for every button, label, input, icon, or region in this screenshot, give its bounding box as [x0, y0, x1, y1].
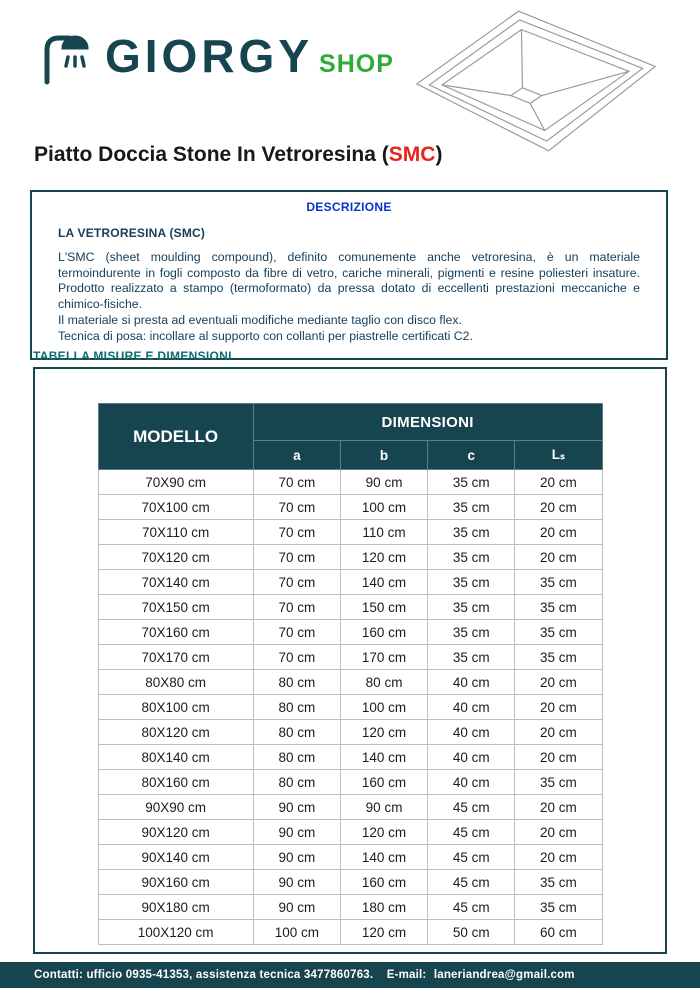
dimension-cell: 70 cm	[253, 545, 340, 570]
description-paragraph: L'SMC (sheet moulding compound), definito comunemente anche vetroresina, è un materiale termoindurente in fogli composto da fibre di vetro, cariche minerali, pigmenti e resine poliesteri insature. Prodotto realizzato a stampo (termoformato) da pressa dotato di eccellenti prestazioni meccaniche e chimico-fisiche.	[58, 250, 640, 312]
dimension-cell: 20 cm	[515, 670, 602, 695]
dimension-cell: 20 cm	[515, 470, 602, 495]
dimension-cell: 50 cm	[428, 920, 515, 945]
dimension-cell: 45 cm	[428, 795, 515, 820]
dimension-cell: 35 cm	[428, 645, 515, 670]
footer-email-label: E-mail:	[386, 969, 427, 981]
dimension-cell: 40 cm	[428, 720, 515, 745]
model-cell: 70X170 cm	[98, 645, 253, 670]
table-row	[98, 920, 602, 945]
dimension-cell: 40 cm	[428, 695, 515, 720]
dimension-cell: 35 cm	[515, 595, 602, 620]
modello-header: MODELLO	[98, 404, 253, 470]
description-heading: LA VETRORESINA (SMC)	[58, 226, 206, 240]
sizes-table-header	[98, 404, 602, 470]
table-row	[98, 570, 602, 595]
dimension-cell: 180 cm	[340, 895, 427, 920]
sizes-table	[98, 403, 603, 945]
dimension-cell: 80 cm	[340, 670, 427, 695]
dimension-cell: 35 cm	[515, 570, 602, 595]
shower-tray-drawing	[410, 8, 662, 154]
table-row	[98, 720, 602, 745]
dimension-cell: 45 cm	[428, 870, 515, 895]
dimension-cell: 120 cm	[340, 920, 427, 945]
description-paragraph: Il materiale si presta ad eventuali modifiche mediante taglio con disco flex.	[58, 312, 462, 327]
model-cell: 80X100 cm	[98, 695, 253, 720]
dimension-cell: 35 cm	[428, 470, 515, 495]
dimension-cell: 20 cm	[515, 820, 602, 845]
page-title-prefix: Piatto Doccia Stone In Vetroresina (	[34, 143, 389, 166]
dimension-cell: 90 cm	[253, 795, 340, 820]
dimension-cell: 70 cm	[253, 570, 340, 595]
dimension-cell: 45 cm	[428, 845, 515, 870]
column-header-ls: Lₛ	[515, 441, 602, 470]
dimension-cell: 70 cm	[253, 470, 340, 495]
dimension-cell: 20 cm	[515, 545, 602, 570]
dimension-cell: 35 cm	[515, 870, 602, 895]
dimension-cell: 100 cm	[253, 920, 340, 945]
dimension-cell: 35 cm	[428, 520, 515, 545]
dimension-cell: 70 cm	[253, 645, 340, 670]
model-cell: 80X80 cm	[98, 670, 253, 695]
dimension-cell: 70 cm	[253, 620, 340, 645]
description-box	[30, 190, 668, 360]
model-cell: 90X180 cm	[98, 895, 253, 920]
dimension-cell: 160 cm	[340, 770, 427, 795]
dimension-cell: 35 cm	[515, 770, 602, 795]
dimension-cell: 100 cm	[340, 695, 427, 720]
table-row	[98, 770, 602, 795]
table-row	[98, 870, 602, 895]
dimension-cell: 20 cm	[515, 695, 602, 720]
table-row	[98, 620, 602, 645]
table-row	[98, 795, 602, 820]
table-row	[98, 645, 602, 670]
page-title-highlight: SMC	[388, 143, 436, 166]
dimension-cell: 90 cm	[253, 845, 340, 870]
dimension-cell: 160 cm	[340, 620, 427, 645]
column-header-c: c	[428, 441, 515, 470]
dimension-cell: 80 cm	[253, 695, 340, 720]
dimension-cell: 80 cm	[253, 670, 340, 695]
brand-logo	[33, 24, 394, 88]
model-cell: 90X160 cm	[98, 870, 253, 895]
table-row	[98, 595, 602, 620]
table-row	[98, 845, 602, 870]
dimension-cell: 170 cm	[340, 645, 427, 670]
dimension-cell: 90 cm	[253, 895, 340, 920]
dimensioni-header: DIMENSIONI	[253, 404, 602, 441]
model-cell: 70X120 cm	[98, 545, 253, 570]
dimension-cell: 35 cm	[428, 545, 515, 570]
page-title	[34, 143, 442, 167]
model-cell: 90X120 cm	[98, 820, 253, 845]
dimension-cell: 35 cm	[428, 495, 515, 520]
table-row	[98, 895, 602, 920]
table-row	[98, 745, 602, 770]
dimension-cell: 20 cm	[515, 795, 602, 820]
model-cell: 70X160 cm	[98, 620, 253, 645]
model-cell: 70X150 cm	[98, 595, 253, 620]
dimension-cell: 20 cm	[515, 845, 602, 870]
model-cell: 70X90 cm	[98, 470, 253, 495]
dimension-cell: 20 cm	[515, 520, 602, 545]
dimension-cell: 150 cm	[340, 595, 427, 620]
table-section-label: TABELLA MISURE E DIMENSIONI	[33, 349, 232, 363]
dimension-cell: 70 cm	[253, 595, 340, 620]
model-cell: 80X120 cm	[98, 720, 253, 745]
column-header-a: a	[253, 441, 340, 470]
dimension-cell: 20 cm	[515, 745, 602, 770]
dimension-cell: 20 cm	[515, 495, 602, 520]
dimension-cell: 40 cm	[428, 745, 515, 770]
dimension-cell: 40 cm	[428, 670, 515, 695]
model-cell: 70X100 cm	[98, 495, 253, 520]
page-title-suffix: )	[435, 143, 443, 166]
column-header-b: b	[340, 441, 427, 470]
size-table-body	[98, 470, 602, 945]
table-row	[98, 470, 602, 495]
model-cell: 100X120 cm	[98, 920, 253, 945]
dimension-cell: 35 cm	[428, 570, 515, 595]
dimension-cell: 100 cm	[340, 495, 427, 520]
dimension-cell: 35 cm	[428, 620, 515, 645]
model-cell: 70X140 cm	[98, 570, 253, 595]
dimension-cell: 120 cm	[340, 720, 427, 745]
table-row	[98, 545, 602, 570]
brand-text	[105, 29, 394, 83]
dimension-cell: 90 cm	[340, 795, 427, 820]
dimension-cell: 160 cm	[340, 870, 427, 895]
dimension-cell: 35 cm	[515, 895, 602, 920]
dimension-cell: 35 cm	[428, 595, 515, 620]
dimension-cell: 45 cm	[428, 895, 515, 920]
dimension-cell: 140 cm	[340, 570, 427, 595]
table-row	[98, 695, 602, 720]
footer-email: laneriandrea@gmail.com	[433, 969, 575, 981]
dimension-cell: 90 cm	[253, 820, 340, 845]
dimension-cell: 60 cm	[515, 920, 602, 945]
dimension-cell: 90 cm	[253, 870, 340, 895]
dimension-cell: 70 cm	[253, 495, 340, 520]
dimension-cell: 120 cm	[340, 545, 427, 570]
brand-suffix: SHOP	[319, 50, 394, 78]
dimension-cell: 110 cm	[340, 520, 427, 545]
dimension-cell: 140 cm	[340, 745, 427, 770]
dimension-cell: 80 cm	[253, 745, 340, 770]
model-cell: 90X90 cm	[98, 795, 253, 820]
dimension-cell: 35 cm	[515, 645, 602, 670]
dimension-cell: 70 cm	[253, 520, 340, 545]
table-row	[98, 670, 602, 695]
dimension-cell: 140 cm	[340, 845, 427, 870]
model-cell: 70X110 cm	[98, 520, 253, 545]
dimension-cell: 80 cm	[253, 720, 340, 745]
dimension-cell: 45 cm	[428, 820, 515, 845]
description-paragraph: Tecnica di posa: incollare al supporto con collanti per piastrelle certificati C2.	[58, 328, 473, 343]
brand-name: GIORGY	[105, 30, 314, 82]
model-cell: 90X140 cm	[98, 845, 253, 870]
dimension-cell: 90 cm	[340, 470, 427, 495]
model-cell: 80X160 cm	[98, 770, 253, 795]
shower-icon	[33, 24, 97, 88]
table-box	[33, 367, 667, 954]
table-row	[98, 495, 602, 520]
footer-contacts: Contatti: ufficio 0935-41353, assistenza tecnica 3477860763.	[34, 969, 374, 981]
dimension-cell: 120 cm	[340, 820, 427, 845]
dimension-cell: 35 cm	[515, 620, 602, 645]
dimension-cell: 40 cm	[428, 770, 515, 795]
table-row	[98, 820, 602, 845]
dimension-cell: 80 cm	[253, 770, 340, 795]
description-label: DESCRIZIONE	[306, 200, 392, 214]
dimension-cell: 20 cm	[515, 720, 602, 745]
model-cell: 80X140 cm	[98, 745, 253, 770]
table-row	[98, 520, 602, 545]
footer-bar	[0, 962, 700, 988]
